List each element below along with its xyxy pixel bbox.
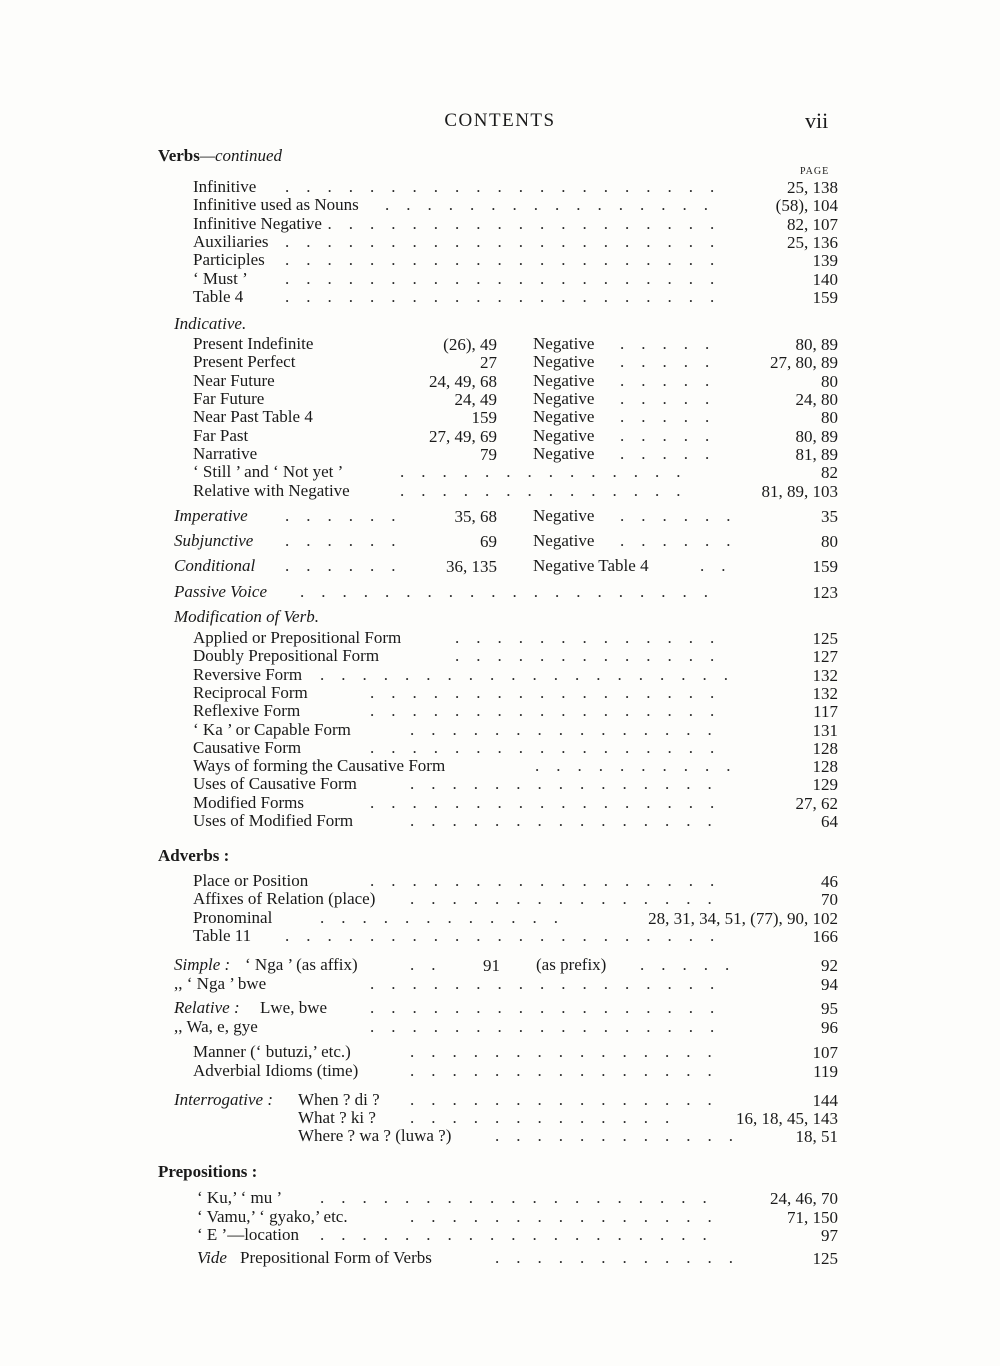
entry-pages: 127 xyxy=(812,647,838,666)
entry-label: Affixes of Relation (place) xyxy=(193,889,376,908)
leader-dots: . . xyxy=(700,557,726,575)
leader-dots: . . . . . . . . . . . . . . . . . . . . . xyxy=(285,215,715,233)
entry-label: Narrative xyxy=(193,444,258,463)
entry-pages: 117 xyxy=(813,702,838,721)
vide-italic: Vide xyxy=(197,1248,227,1267)
entry-pages: 144 xyxy=(812,1091,838,1110)
leader-dots: . . . . . . . . . . . . . . . . . . . . . xyxy=(285,927,715,945)
entry-pages: 25, 136 xyxy=(787,233,838,252)
entry-label: Place or Position xyxy=(193,871,309,890)
entry-pages: 125 xyxy=(812,629,838,648)
simple-prefix-label: (as prefix) xyxy=(536,955,607,974)
entry-pages: 159 xyxy=(812,288,838,307)
leader-dots: . . . . . . . . . . . . xyxy=(495,1249,733,1267)
entry-label: Infinitive used as Nouns xyxy=(193,195,359,214)
entry-pages: 95 xyxy=(821,999,838,1018)
entry-label: ‘ Ka ’ or Capable Form xyxy=(193,720,351,739)
leader-dots: . . . . . . . . . . . . . . . xyxy=(410,1062,712,1080)
entry-label: Table 4 xyxy=(193,287,244,306)
entry-label: Modified Forms xyxy=(193,793,304,812)
entry-pages: 166 xyxy=(812,927,838,946)
entry-label: Far Past xyxy=(193,426,249,445)
entry-pages: 28, 31, 34, 51, (77), 90, 102 xyxy=(648,909,838,928)
mood-affirmative-pages: 35, 68 xyxy=(454,507,497,526)
entry-negative-label: Negative xyxy=(533,444,595,463)
entry-pages: 71, 150 xyxy=(787,1208,838,1227)
entry-pages: 94 xyxy=(821,975,838,994)
entry-affirmative-pages: 27, 49, 69 xyxy=(429,427,497,446)
entry-label: Relative with Negative xyxy=(193,481,350,500)
verbs-heading-continued: —continued xyxy=(199,146,283,165)
leader-dots: . . . . . . . . . . . . . . . xyxy=(410,1208,712,1226)
leader-dots: . . . . . . xyxy=(620,532,731,550)
entry-affirmative-pages: 159 xyxy=(471,408,497,427)
leader-dots: . . . . . . . . . . . . . . . . . xyxy=(370,999,715,1017)
entry-pages: 27, 80, 89 xyxy=(770,353,838,372)
interrogative-label: Interrogative : xyxy=(174,1090,273,1109)
entry-label: ‘ E ’—location xyxy=(197,1225,299,1244)
leader-dots: . . . . . . . . . . xyxy=(535,757,731,775)
entry-negative-label: Negative xyxy=(533,334,595,353)
leader-dots: . . . . . . . . . . . . . . . . . . . . . xyxy=(285,178,715,196)
leader-dots: . . . . . . . . . . . . . . . . . xyxy=(370,975,715,993)
subheading-modification: Modification of Verb. xyxy=(174,607,319,626)
entry-label: Applied or Prepositional Form xyxy=(193,628,402,647)
entry-pages: 18, 51 xyxy=(795,1127,838,1146)
page-title: CONTENTS xyxy=(444,110,556,131)
entry-negative-label: Negative xyxy=(533,389,595,408)
entry-pages: 25, 138 xyxy=(787,178,838,197)
entry-pages: 140 xyxy=(812,270,838,289)
entry-pages: 131 xyxy=(812,721,838,740)
entry-pages: 81, 89 xyxy=(795,445,838,464)
entry-label: Table 11 xyxy=(193,926,252,945)
interrogative-entry: Where ? wa ? (luwa ?) xyxy=(298,1126,452,1145)
entry-label: ‘ Must ’ xyxy=(193,269,248,288)
entry-pages: 81, 89, 103 xyxy=(761,482,838,501)
entry-label: Ways of forming the Causative Form xyxy=(193,756,446,775)
leader-dots: . . . . . . xyxy=(285,507,396,525)
entry-label: Present Perfect xyxy=(193,352,296,371)
leader-dots: . . . . . . . . . . . . . . . . . xyxy=(370,702,715,720)
leader-dots: . . . . . . . . . . . . . . . xyxy=(410,812,712,830)
leader-dots: . . . . . . xyxy=(620,507,731,525)
interrogative-entry: What ? ki ? xyxy=(298,1108,376,1127)
mood-label: Conditional xyxy=(174,556,256,575)
leader-dots: . . . . . . . . . . . . . . . . . . . . xyxy=(320,666,728,684)
leader-dots: . . . . . xyxy=(620,445,710,463)
leader-dots: . . . . . . . . . . . . . . . . . . . . xyxy=(300,583,708,601)
mood-label: Passive Voice xyxy=(174,582,267,601)
entry-pages: 82 xyxy=(821,463,838,482)
entry-negative-label: Negative xyxy=(533,407,595,426)
leader-dots: . . . . . . . . . . . . xyxy=(320,909,558,927)
leader-dots: . . . . . . . . . . . . . xyxy=(410,1109,670,1127)
leader-dots: . . . . . . . . . . . . . xyxy=(455,629,715,647)
entry-label: ‘ Ku,’ ‘ mu ’ xyxy=(197,1188,283,1207)
leader-dots: . . . . . . . . . . . . . xyxy=(455,647,715,665)
section-heading-adverbs: Adverbs : xyxy=(158,846,230,865)
entry-label: Uses of Modified Form xyxy=(193,811,354,830)
vide-text: Prepositional Form of Verbs xyxy=(240,1248,432,1267)
leader-dots: . . . . . xyxy=(620,353,710,371)
entry-pages: 70 xyxy=(821,890,838,909)
entry-pages: 80 xyxy=(821,408,838,427)
leader-dots: . . . . . . . . . . . . xyxy=(495,1127,733,1145)
entry-label: Auxiliaries xyxy=(193,232,269,251)
entry-label: Reciprocal Form xyxy=(193,683,308,702)
leader-dots: . . . . . . . . . . . . . . . . . . . . . xyxy=(285,270,715,288)
simple-label: Simple : xyxy=(174,955,231,974)
leader-dots: . . . . . . . . . . . . . . . . . xyxy=(370,872,715,890)
leader-dots: . . . . . . . . . . . . . . . xyxy=(410,1043,712,1061)
section-heading-verbs xyxy=(158,146,282,166)
entry-pages: 128 xyxy=(812,757,838,776)
leader-dots: . . . . . . . . . . . . . . . . . . . . . xyxy=(285,288,715,306)
mood-pages: 80 xyxy=(821,532,838,551)
entry-negative-label: Negative xyxy=(533,352,595,371)
entry-label: Causative Form xyxy=(193,738,302,757)
leader-dots: . . . . . xyxy=(620,408,710,426)
entry-label: ‘ Vamu,’ ‘ gyako,’ etc. xyxy=(197,1207,348,1226)
entry-pages: 96 xyxy=(821,1018,838,1037)
leader-dots: . . . . . . . . . . . . . . . xyxy=(410,721,712,739)
simple-entry: ‘ Nga ’ (as affix) xyxy=(245,955,358,974)
entry-pages: 92 xyxy=(821,956,838,975)
leader-dots: . . . . . . . . . . . . . . . xyxy=(410,775,712,793)
leader-dots: . . . . . . . . . . . . . . . . . xyxy=(370,684,715,702)
leader-dots: . . . . . . xyxy=(285,557,396,575)
leader-dots: . . . . . . . . . . . . . . . xyxy=(410,890,712,908)
entry-pages: 80, 89 xyxy=(795,335,838,354)
leader-dots: . . . . . . . . . . . . . . xyxy=(400,482,681,500)
leader-dots: . . . . . . . . . . . . . . . . . xyxy=(370,1018,715,1036)
entry-pages: 64 xyxy=(821,812,838,831)
mood-affirmative-pages: 36, 135 xyxy=(446,557,497,576)
entry-pages: 80, 89 xyxy=(795,427,838,446)
leader-dots: . . . . . xyxy=(640,956,730,974)
entry-pages: 80 xyxy=(821,372,838,391)
entry-negative-label: Negative xyxy=(533,371,595,390)
page-column-label: PAGE xyxy=(800,166,830,177)
leader-dots: . . . . . . . . . . . . . . . . . xyxy=(370,794,715,812)
entry-pages: 97 xyxy=(821,1226,838,1245)
entry-pages: (58), 104 xyxy=(775,196,838,215)
relative-entry: ,, Wa, e, gye xyxy=(174,1017,258,1036)
entry-pages: 132 xyxy=(812,684,838,703)
entry-pages: 107 xyxy=(812,1043,838,1062)
entry-affirmative-pages: 79 xyxy=(480,445,497,464)
leader-dots: . . . . . xyxy=(620,335,710,353)
entry-pages: 24, 46, 70 xyxy=(770,1189,838,1208)
entry-pages: 125 xyxy=(812,1249,838,1268)
entry-pages: 46 xyxy=(821,872,838,891)
leader-dots: . . . . . . xyxy=(285,532,396,550)
simple-affix-pages: 91 xyxy=(483,956,500,975)
leader-dots: . . . . . . . . . . . . . . . xyxy=(410,1091,712,1109)
entry-label: Near Future xyxy=(193,371,275,390)
entry-label: Doubly Prepositional Form xyxy=(193,646,380,665)
leader-dots: . . . . . . . . . . . . . . . . xyxy=(385,196,708,214)
leader-dots: . . . . . . . . . . . . . . . . . . . . . xyxy=(285,251,715,269)
mood-pages: 123 xyxy=(812,583,838,602)
mood-negative-label: Negative xyxy=(533,506,595,525)
entry-label: Pronominal xyxy=(193,908,273,927)
relative-label: Relative : xyxy=(174,998,240,1017)
entry-pages: 82, 107 xyxy=(787,215,838,234)
mood-label: Imperative xyxy=(174,506,248,525)
entry-pages: 128 xyxy=(812,739,838,758)
leader-dots: . . xyxy=(410,956,436,974)
leader-dots: . . . . . xyxy=(620,427,710,445)
mood-label: Subjunctive xyxy=(174,531,254,550)
leader-dots: . . . . . . . . . . . . . . . . . xyxy=(370,739,715,757)
relative-entry: Lwe, bwe xyxy=(260,998,328,1017)
entry-pages: 27, 62 xyxy=(795,794,838,813)
entry-label: Far Future xyxy=(193,389,265,408)
entry-label: ‘ Still ’ and ‘ Not yet ’ xyxy=(193,462,344,481)
mood-affirmative-pages: 69 xyxy=(480,532,497,551)
leader-dots: . . . . . xyxy=(620,372,710,390)
entry-pages: 129 xyxy=(812,775,838,794)
verbs-heading-text: Verbs xyxy=(158,146,200,165)
mood-negative-label: Negative Table 4 xyxy=(533,556,649,575)
entry-label: Adverbial Idioms (time) xyxy=(193,1061,359,1080)
leader-dots: . . . . . . . . . . . . . . xyxy=(400,463,681,481)
entry-label: Infinitive Negative xyxy=(193,214,322,233)
entry-label: Present Indefinite xyxy=(193,334,314,353)
entry-pages: 132 xyxy=(812,666,838,685)
entry-label: Reversive Form xyxy=(193,665,303,684)
entry-label: Uses of Causative Form xyxy=(193,774,357,793)
leader-dots: . . . . . xyxy=(620,390,710,408)
entry-affirmative-pages: 24, 49, 68 xyxy=(429,372,497,391)
entry-pages: 16, 18, 45, 143 xyxy=(736,1109,838,1128)
entry-pages: 139 xyxy=(812,251,838,270)
leader-dots: . . . . . . . . . . . . . . . . . . . xyxy=(320,1189,707,1207)
subheading-indicative: Indicative. xyxy=(174,314,247,333)
entry-negative-label: Negative xyxy=(533,426,595,445)
entry-label: Reflexive Form xyxy=(193,701,301,720)
simple-entry: ,, ‘ Nga ’ bwe xyxy=(174,974,267,993)
mood-negative-label: Negative xyxy=(533,531,595,550)
entry-label: Near Past Table 4 xyxy=(193,407,313,426)
page-folio: vii xyxy=(805,108,829,133)
section-heading-prepositions: Prepositions : xyxy=(158,1162,258,1181)
entry-affirmative-pages: (26), 49 xyxy=(443,335,497,354)
mood-pages: 159 xyxy=(812,557,838,576)
mood-pages: 35 xyxy=(821,507,838,526)
entry-pages: 119 xyxy=(813,1062,838,1081)
entry-affirmative-pages: 24, 49 xyxy=(454,390,497,409)
entry-label: Participles xyxy=(193,250,265,269)
leader-dots: . . . . . . . . . . . . . . . . . . . . . xyxy=(285,233,715,251)
entry-affirmative-pages: 27 xyxy=(480,353,497,372)
entry-label: Infinitive xyxy=(193,177,257,196)
entry-label: Manner (‘ butuzi,’ etc.) xyxy=(193,1042,351,1061)
interrogative-entry: When ? di ? xyxy=(298,1090,380,1109)
leader-dots: . . . . . . . . . . . . . . . . . . . xyxy=(320,1226,707,1244)
entry-pages: 24, 80 xyxy=(795,390,838,409)
